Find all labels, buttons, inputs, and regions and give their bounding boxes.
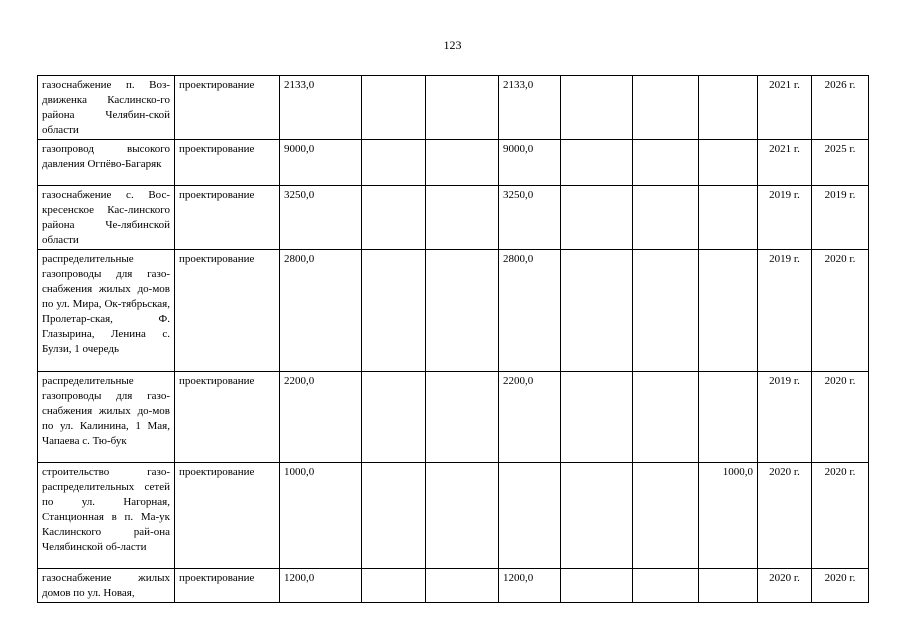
amount-col-5 <box>633 186 699 250</box>
end-year: 2020 г. <box>812 250 869 372</box>
start-year: 2020 г. <box>758 569 812 603</box>
end-year: 2019 г. <box>812 186 869 250</box>
amount-col-5 <box>633 372 699 463</box>
table-row <box>38 569 869 603</box>
amount-col-6: 1000,0 <box>699 463 758 569</box>
amount-col-3: 2200,0 <box>499 372 561 463</box>
start-year: 2021 г. <box>758 140 812 186</box>
total-amount: 2200,0 <box>280 372 362 463</box>
start-year: 2019 г. <box>758 186 812 250</box>
object-name: строительство газо-распределительных сетей по ул. Нагорная, Станционная в п. Ма-ук Каслинского рай-она Челябинской об-ласти <box>38 463 175 569</box>
table-body <box>38 76 869 603</box>
amount-col-2 <box>426 250 499 372</box>
stage: проектирование <box>175 372 280 463</box>
total-amount: 3250,0 <box>280 186 362 250</box>
amount-col-1 <box>362 250 426 372</box>
amount-col-4 <box>561 463 633 569</box>
amount-col-2 <box>426 140 499 186</box>
page-number: 123 <box>443 38 462 52</box>
amount-col-6 <box>699 569 758 603</box>
amount-col-6 <box>699 76 758 140</box>
object-name: распределительные газопроводы для газо-снабжения жилых до-мов по ул. Мира, Ок-тябрьская, Пролетар-ская, Ф. Глазырина, Ленина с. Булзи, 1 очередь <box>38 250 175 372</box>
amount-col-2 <box>426 76 499 140</box>
total-amount: 1000,0 <box>280 463 362 569</box>
stage: проектирование <box>175 76 280 140</box>
table-row <box>38 140 869 186</box>
amount-col-3: 2133,0 <box>499 76 561 140</box>
amount-col-4 <box>561 569 633 603</box>
amount-col-6 <box>699 140 758 186</box>
amount-col-3: 9000,0 <box>499 140 561 186</box>
start-year: 2021 г. <box>758 76 812 140</box>
amount-col-2 <box>426 186 499 250</box>
table-row <box>38 186 869 250</box>
start-year: 2019 г. <box>758 250 812 372</box>
total-amount: 2800,0 <box>280 250 362 372</box>
amount-col-6 <box>699 372 758 463</box>
end-year: 2020 г. <box>812 463 869 569</box>
table-row <box>38 463 869 569</box>
amount-col-3: 2800,0 <box>499 250 561 372</box>
end-year: 2025 г. <box>812 140 869 186</box>
end-year: 2026 г. <box>812 76 869 140</box>
total-amount: 1200,0 <box>280 569 362 603</box>
stage: проектирование <box>175 569 280 603</box>
amount-col-1 <box>362 76 426 140</box>
amount-col-5 <box>633 569 699 603</box>
amount-col-3: 3250,0 <box>499 186 561 250</box>
total-amount: 9000,0 <box>280 140 362 186</box>
amount-col-6 <box>699 250 758 372</box>
stage: проектирование <box>175 463 280 569</box>
investment-table <box>37 75 869 603</box>
object-name: газопровод высокого давления Огпёво-Багаряк <box>38 140 175 186</box>
amount-col-4 <box>561 186 633 250</box>
amount-col-5 <box>633 463 699 569</box>
table-row <box>38 372 869 463</box>
end-year: 2020 г. <box>812 569 869 603</box>
stage: проектирование <box>175 140 280 186</box>
amount-col-3 <box>499 463 561 569</box>
object-name: газоснабжение п. Воз-движенка Каслинско-го района Челябин-ской области <box>38 76 175 140</box>
amount-col-4 <box>561 250 633 372</box>
start-year: 2019 г. <box>758 372 812 463</box>
amount-col-1 <box>362 372 426 463</box>
end-year: 2020 г. <box>812 372 869 463</box>
amount-col-1 <box>362 569 426 603</box>
amount-col-1 <box>362 140 426 186</box>
amount-col-5 <box>633 250 699 372</box>
total-amount: 2133,0 <box>280 76 362 140</box>
amount-col-2 <box>426 463 499 569</box>
amount-col-2 <box>426 372 499 463</box>
object-name: газоснабжение с. Вос-кресенское Кас-линского района Че-лябинской области <box>38 186 175 250</box>
amount-col-6 <box>699 186 758 250</box>
amount-col-4 <box>561 140 633 186</box>
object-name: распределительные газопроводы для газо-снабжения жилых до-мов по ул. Калинина, 1 Мая, Чапаева с. Тю-бук <box>38 372 175 463</box>
amount-col-5 <box>633 140 699 186</box>
amount-col-1 <box>362 463 426 569</box>
object-name: газоснабжение жилых домов по ул. Новая, <box>38 569 175 603</box>
stage: проектирование <box>175 250 280 372</box>
amount-col-1 <box>362 186 426 250</box>
table-row <box>38 76 869 140</box>
amount-col-4 <box>561 76 633 140</box>
amount-col-4 <box>561 372 633 463</box>
amount-col-5 <box>633 76 699 140</box>
start-year: 2020 г. <box>758 463 812 569</box>
stage: проектирование <box>175 186 280 250</box>
amount-col-3: 1200,0 <box>499 569 561 603</box>
table-row <box>38 250 869 372</box>
amount-col-2 <box>426 569 499 603</box>
